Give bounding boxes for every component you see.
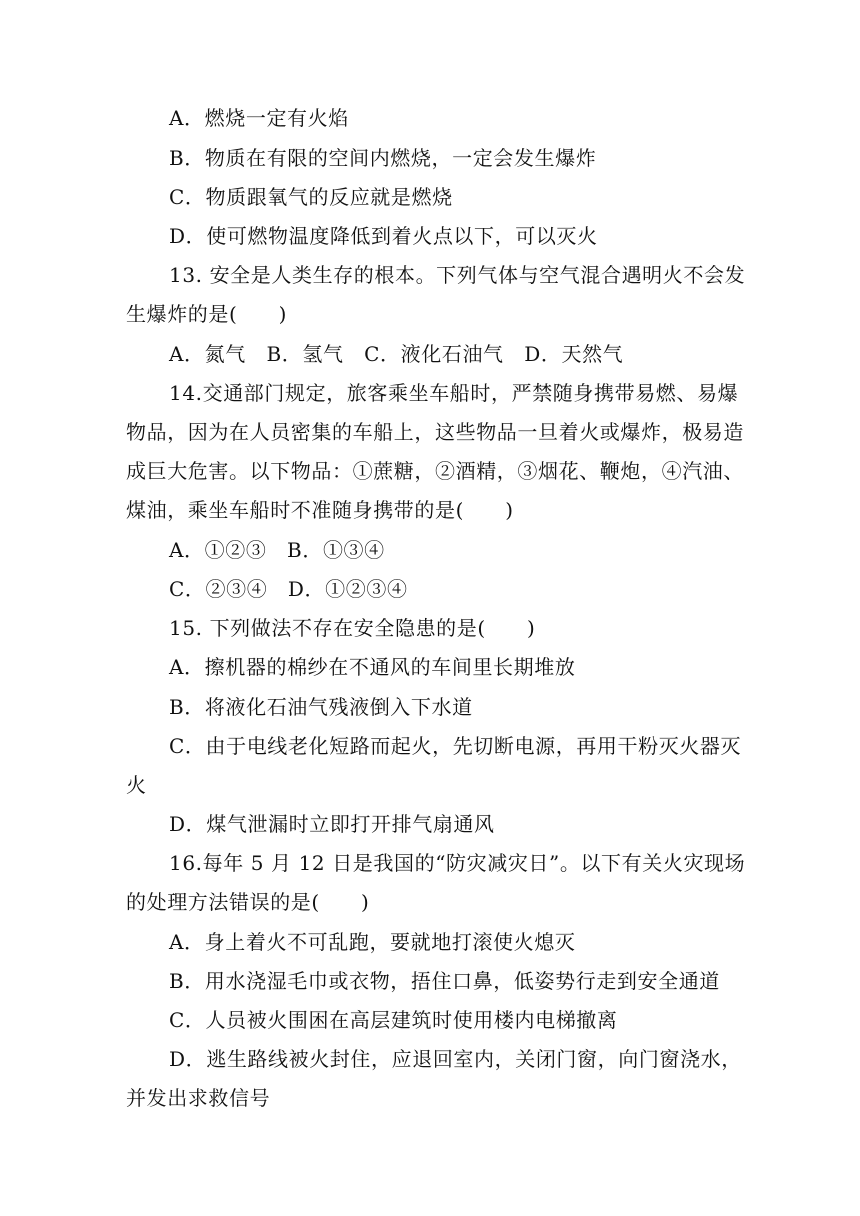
q16-option-d-line1: D．逃生路线被火封住，应退回室内，关闭门窗，向门窗浇水， xyxy=(169,1047,742,1071)
q15-option-c-line1: C．由于电线老化短路而起火，先切断电源，再用干粉灭火器灭 xyxy=(169,734,742,758)
q14-stem-line4: 煤油，乘坐车船时不准随身携带的是( ) xyxy=(126,498,514,522)
q12-option-a: A．燃烧一定有火焰 xyxy=(169,106,349,130)
q15-option-c-line2: 火 xyxy=(126,773,147,797)
q16-stem-line2: 的处理方法错误的是( ) xyxy=(126,890,370,914)
q16-option-b: B．用水浇湿毛巾或衣物，捂住口鼻，低姿势行走到安全通道 xyxy=(169,969,720,993)
q14-stem-line3: 成巨大危害。以下物品：①蔗糖，②酒精，③烟花、鞭炮，④汽油、 xyxy=(126,459,744,483)
q12-option-c: C．物质跟氧气的反应就是燃烧 xyxy=(169,185,453,209)
q14-options-line1: A．①②③ B．①③④ xyxy=(169,538,385,562)
q14-stem-line2: 物品，因为在人员密集的车船上，这些物品一旦着火或爆炸，极易造 xyxy=(126,420,744,444)
q12-option-d: D．使可燃物温度降低到着火点以下，可以灭火 xyxy=(169,224,598,248)
q16-stem-line1: 16.每年 5 月 12 日是我国的“防灾减灾日”。以下有关火灾现场 xyxy=(169,851,746,875)
q16-option-a: A．身上着火不可乱跑，要就地打滚使火熄灭 xyxy=(169,930,576,954)
q16-option-d-line2: 并发出求救信号 xyxy=(126,1086,271,1110)
q15-stem: 15. 下列做法不存在安全隐患的是( ) xyxy=(169,616,536,640)
q14-options-line2: C．②③④ D．①②③④ xyxy=(169,577,408,601)
q13-stem-line1: 13. 安全是人类生存的根本。下列气体与空气混合遇明火不会发 xyxy=(169,263,746,287)
q15-option-d: D．煤气泄漏时立即打开排气扇通风 xyxy=(169,812,495,836)
q13-stem-line2: 生爆炸的是( ) xyxy=(126,302,288,326)
q15-option-a: A．擦机器的棉纱在不通风的车间里长期堆放 xyxy=(169,655,576,679)
q16-option-c: C．人员被火围困在高层建筑时使用楼内电梯撤离 xyxy=(169,1008,618,1032)
q13-options: A．氮气 B．氢气 C．液化石油气 D．天然气 xyxy=(169,342,624,366)
q14-stem-line1: 14.交通部门规定，旅客乘坐车船时，严禁随身携带易燃、易爆 xyxy=(169,381,739,405)
q12-option-b: B．物质在有限的空间内燃烧，一定会发生爆炸 xyxy=(169,146,597,170)
q15-option-b: B．将液化石油气残液倒入下水道 xyxy=(169,695,473,719)
